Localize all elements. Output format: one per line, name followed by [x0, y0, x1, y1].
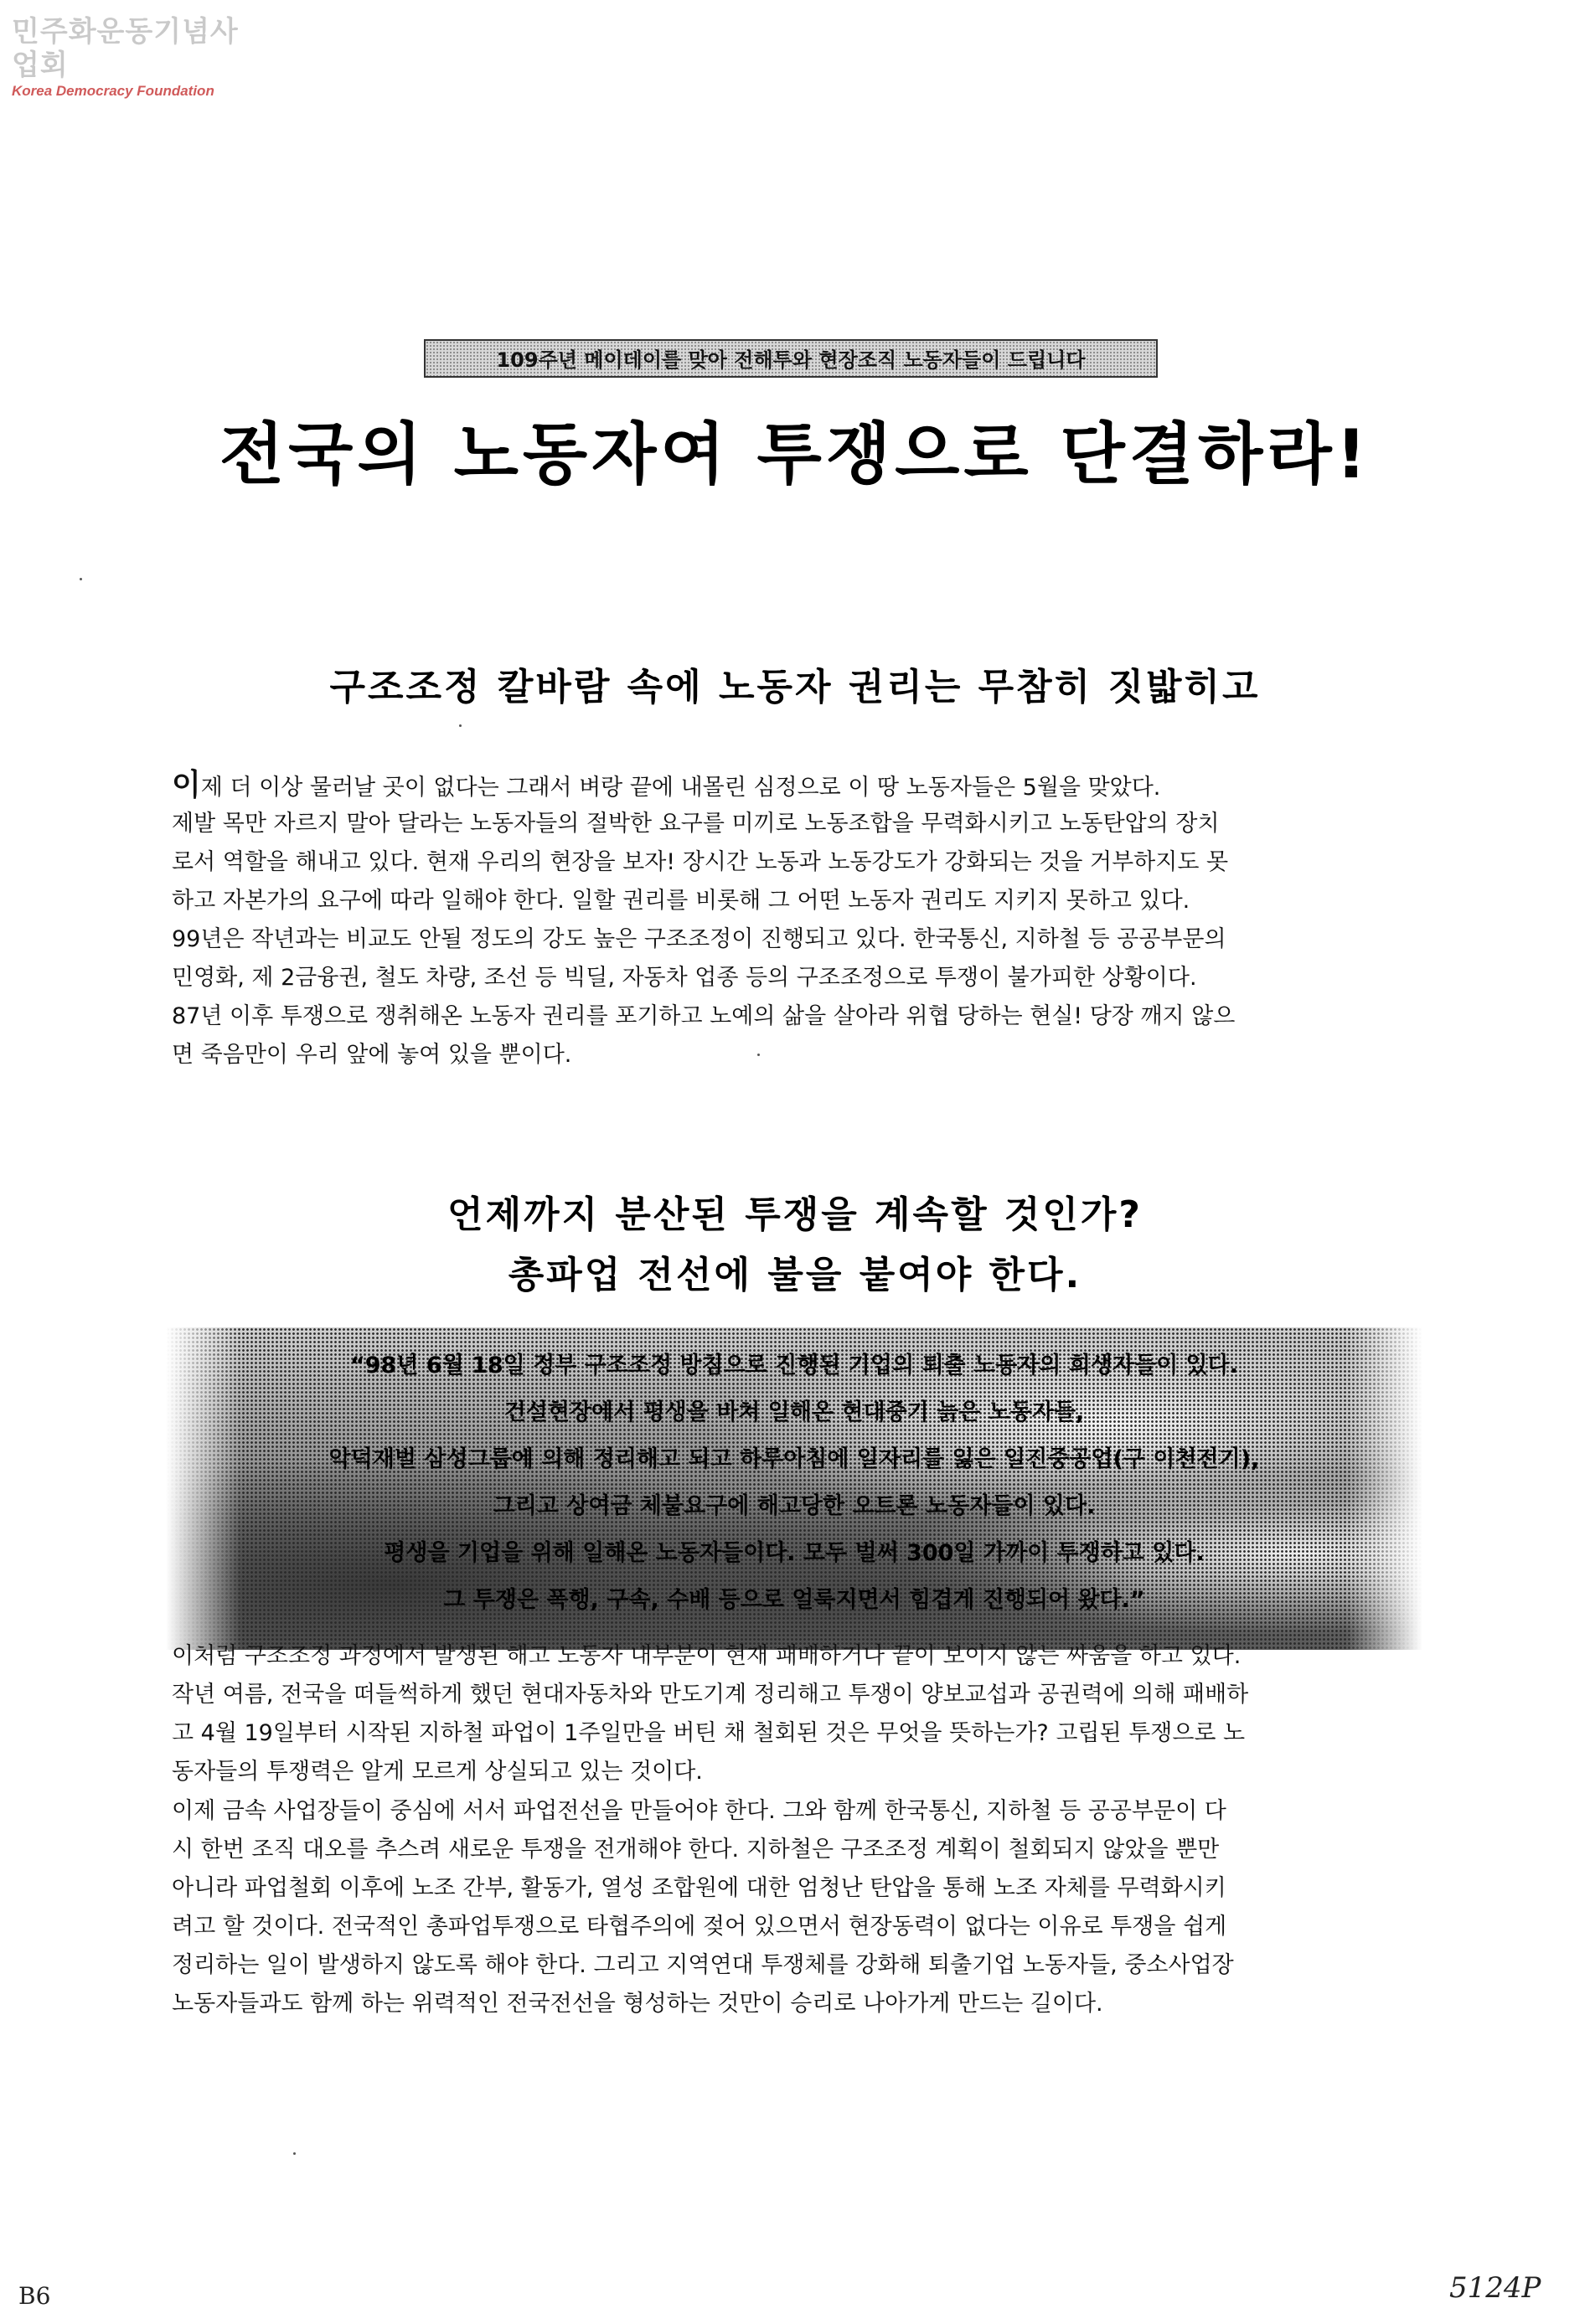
quote-line: 건설현장에서 평생을 바쳐 일해온 현대중기 늙은 노동자들, — [503, 1399, 1085, 1425]
paragraph-line: 제발 목만 자르지 말아 달라는 노동자들의 절박한 요구를 미끼로 노동조합을 무력화시키고 노동탄압의 장치 — [172, 811, 1220, 837]
quote-line: 평생을 기업을 위해 일해온 노동자들이다. 모두 벌써 300일 가까이 투쟁하고 있다. — [384, 1540, 1205, 1566]
paragraph-line: 하고 자본가의 요구에 따라 일해야 한다. 일할 권리를 비롯해 그 어떤 노동자 권리도 지키지 못하고 있다. — [172, 888, 1190, 914]
line-text: 제 더 이상 물러날 곳이 없다는 그래서 벼랑 끝에 내몰린 심정으로 이 땅 노동자들은 5월을 맞았다. — [200, 775, 1161, 801]
paragraph-line: 아니라 파업철회 이후에 노조 간부, 활동가, 열성 조합원에 대한 엄청난 탄압을 통해 노조 자체를 무력화시키 — [172, 1875, 1226, 1901]
foundation-watermark — [12, 15, 263, 100]
paragraph-line: 면 죽음만이 우리 앞에 놓여 있을 뿐이다. — [172, 1042, 572, 1068]
section1-heading: 구조조정 칼바람 속에 노동자 권리는 무참히 짓밟히고 — [329, 666, 1261, 709]
drop-initial: 이 — [172, 768, 201, 802]
paragraph-line: 87년 이후 투쟁으로 쟁취해온 노동자 권리를 포기하고 노예의 삶을 살아라 위협 당하는 현실! 당장 깨지 않으 — [172, 1003, 1236, 1029]
paragraph-line: 99년은 작년과는 비교도 안될 정도의 강도 높은 구조조정이 진행되고 있다. 한국통신, 지하철 등 공공부문의 — [172, 926, 1226, 952]
section2-heading-line1: 언제까지 분산된 투쟁을 계속할 것인가? — [447, 1193, 1143, 1236]
quote-line: 악덕재벌 삼성그룹에 의해 정리해고 되고 하루아침에 일자리를 잃은 일진중공업(구 이천전기), — [328, 1446, 1260, 1472]
paragraph-line: 시 한번 조직 대오를 추스려 새로운 투쟁을 전개해야 한다. 지하철은 구조조정 계획이 철회되지 않았을 뿐만 — [172, 1837, 1220, 1863]
paragraph-line: 노동자들과도 함께 하는 위력적인 전국전선을 형성하는 것만이 승리로 나아가게 만드는 길이다. — [172, 1991, 1103, 2017]
quote-line: 그리고 상여금 체불요구에 해고당한 오트론 노동자들이 있다. — [493, 1493, 1096, 1519]
paragraph-line: 동자들의 투쟁력은 알게 모르게 상실되고 있는 것이다. — [172, 1759, 703, 1785]
scan-speck — [459, 724, 462, 727]
quote-text — [166, 1342, 1422, 1624]
watermark-english-text: Korea Democracy Foundation — [12, 83, 214, 99]
paragraph-line: 작년 여름, 전국을 떠들썩하게 했던 현대자동차와 만도기계 정리해고 투쟁이 양보교섭과 공권력에 의해 패배하 — [172, 1682, 1249, 1708]
paragraph-line: 정리하는 일이 발생하지 않도록 해야 한다. 그리고 지역연대 투쟁체를 강화해 퇴출기업 노동자들, 중소사업장 — [172, 1952, 1234, 1978]
scan-speck — [757, 1054, 760, 1056]
quote-line: 그 투쟁은 폭행, 구속, 수배 등으로 얼룩지면서 힘겹게 진행되어 왔다.” — [443, 1587, 1145, 1613]
top-banner: 109주년 메이데이를 맞아 전해투와 현장조직 노동자들이 드립니다 — [424, 339, 1158, 378]
paragraph-line: 려고 할 것이다. 전국적인 총파업투쟁으로 타협주의에 젖어 있으면서 현장동력이 없다는 이유로 투쟁을 쉽게 — [172, 1914, 1227, 1940]
paragraph-line: 로서 역할을 해내고 있다. 현재 우리의 현장을 보자! 장시간 노동과 노동강도가 강화되는 것을 거부하지도 못 — [172, 849, 1229, 875]
paragraph-line: 민영화, 제 2금융권, 철도 차량, 조선 등 빅딜, 자동차 업종 등의 구조조정으로 투쟁이 불가피한 상황이다. — [172, 965, 1197, 991]
scan-speck — [293, 2152, 296, 2155]
page-title: 전국의 노동자여 투쟁으로 단결하라! — [219, 415, 1371, 493]
section2-paragraph-1 — [172, 1637, 1412, 1791]
paragraph-line: 이제 금속 사업장들이 중심에 서서 파업전선을 만들어야 한다. 그와 함께 한국통신, 지하철 등 공공부문이 다 — [172, 1798, 1226, 1824]
quote-line: “98년 6월 18일 정부 구조조정 방침으로 진행된 기업의 퇴출 노동자의 희생자들이 있다. — [350, 1353, 1238, 1378]
scan-speck — [80, 578, 82, 580]
paragraph-line: 이처럼 구조조정 과정에서 발생된 해고 노동자 내부분이 현재 패배하거나 끝이 보이지 않는 싸움을 하고 있다. — [172, 1643, 1242, 1669]
page-number-handwritten: 5124P — [1449, 2271, 1541, 2305]
section2-heading-line2: 총파업 전선에 불을 붙여야 한다. — [508, 1254, 1082, 1296]
section2-paragraph-2 — [172, 1792, 1412, 2023]
paragraph-line — [172, 766, 1412, 805]
section1-paragraph — [172, 766, 1412, 1074]
page-code-left: B6 — [18, 2282, 51, 2310]
paragraph-line: 고 4월 19일부터 시작된 지하철 파업이 1주일만을 버틴 채 철회된 것은 무엇을 뜻하는가? 고립된 투쟁으로 노 — [172, 1720, 1246, 1746]
watermark-korean-text: 민주화운동기념사업회 — [12, 15, 239, 82]
quote-photo-block — [166, 1327, 1422, 1650]
